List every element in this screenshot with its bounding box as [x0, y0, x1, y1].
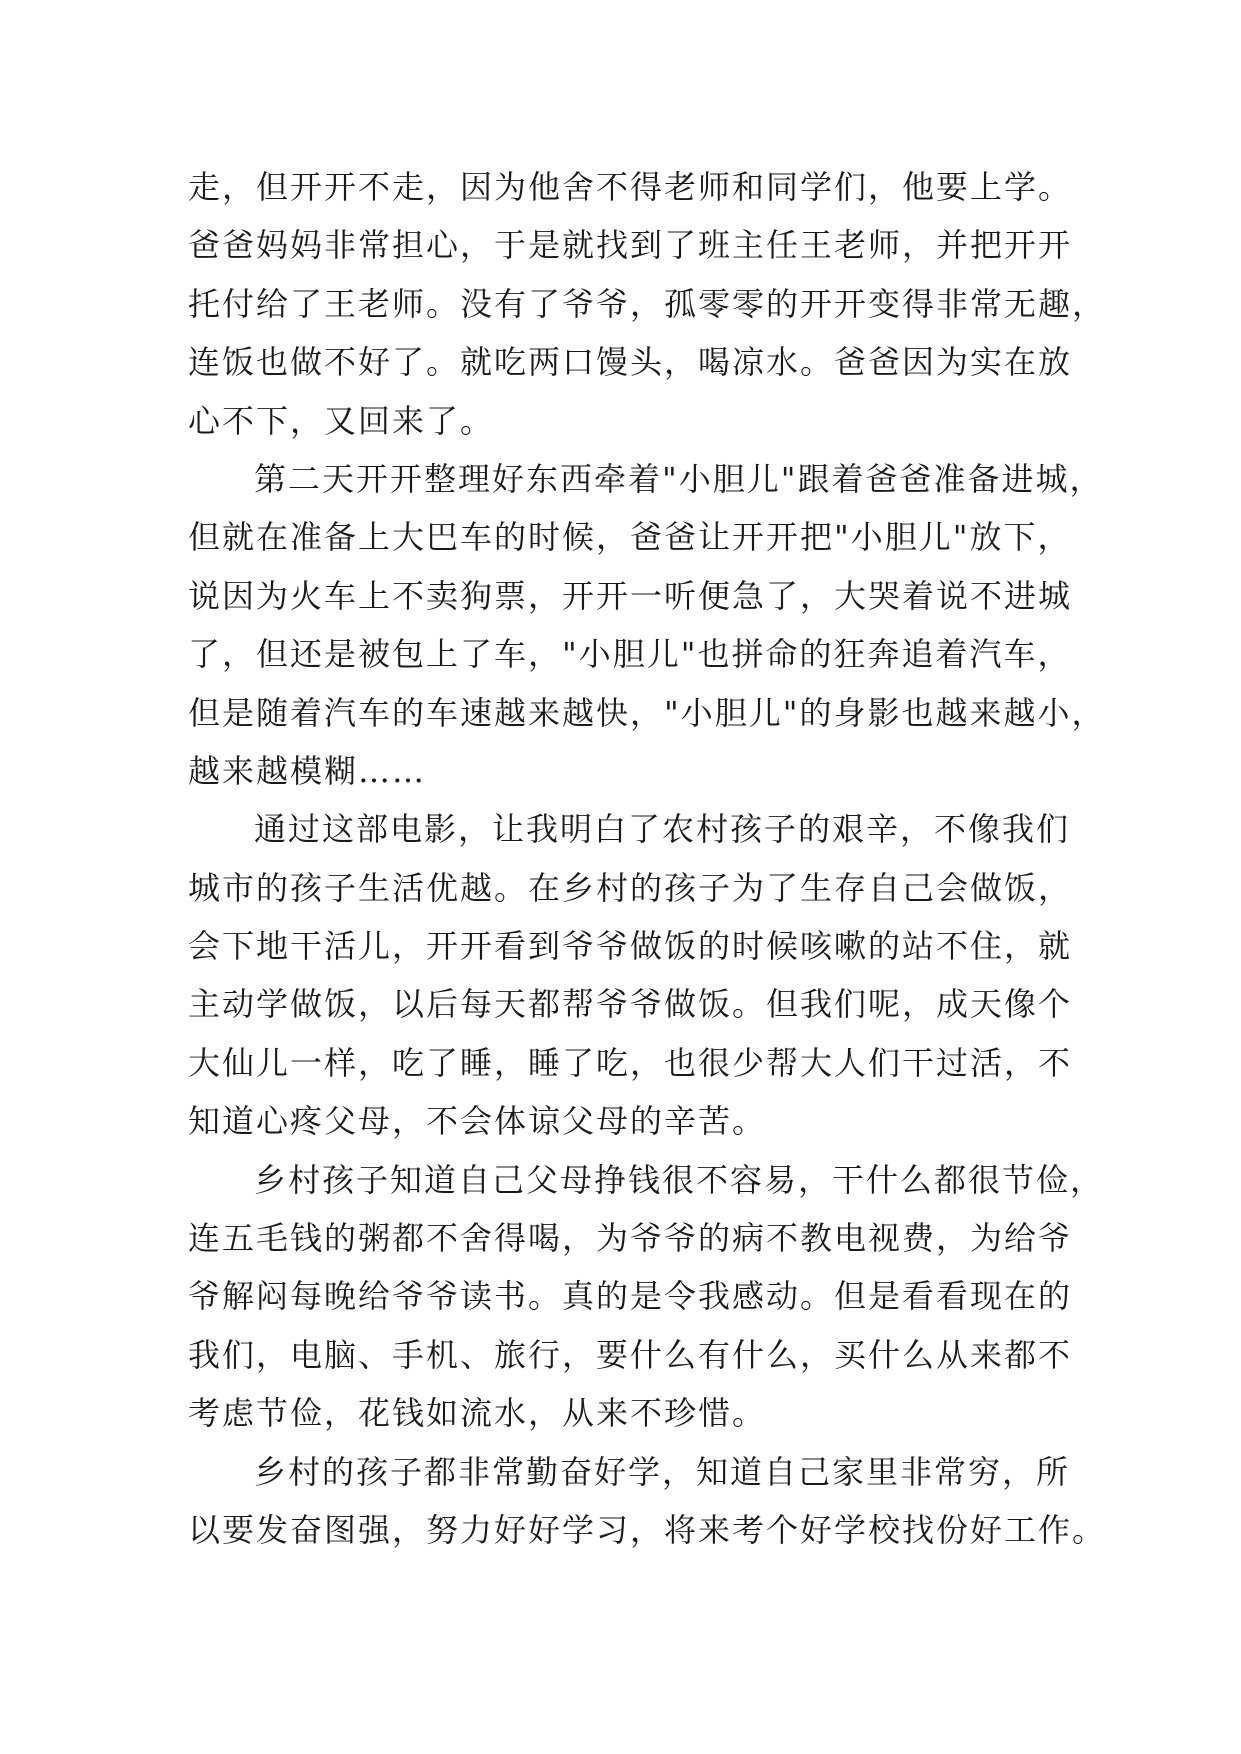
text-line: 大仙儿一样，吃了睡，睡了吃，也很少帮大人们干过活，不: [188, 1043, 1073, 1082]
text-line: 以要发奋图强，努力好好学习，将来考个好学校找份好工作。: [188, 1510, 1107, 1549]
text-line: 了，但还是被包上了车，"小胆儿"也拼命的狂奔追着汽车，: [188, 635, 1072, 674]
text-line: 考虑节俭，花钱如流水，从来不珍惜。: [188, 1394, 767, 1433]
paragraph: [188, 1443, 1107, 1560]
text-line: 爷解闷每晚给爷爷读书。真的是令我感动。但是看看现在的: [188, 1277, 1073, 1316]
text-line: 主动学做饭，以后每天都帮爷爷做饭。但我们呢，成天像个: [188, 985, 1073, 1024]
text-line: 但是随着汽车的车速越来越快，"小胆儿"的身影也越来越小，: [188, 693, 1106, 732]
text-line: 乡村的孩子都非常勤奋好学，知道自己家里非常穷，所: [254, 1452, 1071, 1491]
text-line: 说因为火车上不卖狗票，开开一听便急了，大哭着说不进城: [188, 576, 1073, 615]
text-line: 第二天开开整理好东西牵着"小胆儿"跟着爸爸准备进城，: [254, 459, 1104, 498]
text-line: 连饭也做不好了。就吃两口馒头，喝凉水。爸爸因为实在放: [188, 343, 1073, 382]
text-line: 连五毛钱的粥都不舍得喝，为爷爷的病不教电视费，为给爷: [188, 1219, 1073, 1258]
text-line: 我们，电脑、手机、旅行，要什么有什么，买什么从来都不: [188, 1335, 1073, 1374]
paragraph: [188, 158, 1107, 450]
text-line: 通过这部电影，让我明白了农村孩子的艰辛，不像我们: [254, 810, 1071, 849]
paragraph: [188, 1151, 1105, 1443]
text-line: 托付给了王老师。没有了爷爷，孤零零的开开变得非常无趣，: [188, 284, 1107, 323]
text-line: 乡村孩子知道自己父母挣钱很不容易，干什么都很节俭，: [254, 1160, 1105, 1199]
text-line: 越来越模糊……: [188, 751, 427, 790]
body-text: [188, 158, 1107, 1559]
text-line: 但就在准备上大巴车的时候，爸爸让开开把"小胆儿"放下，: [188, 518, 1072, 557]
paragraph: [188, 800, 1073, 1150]
text-line: 知道心疼父母，不会体谅父母的辛苦。: [188, 1102, 767, 1141]
text-line: 心不下，又回来了。: [188, 401, 495, 440]
text-line: 会下地干活儿，开开看到爷爷做饭的时候咳嗽的站不住，就: [188, 927, 1073, 966]
text-line: 走，但开开不走，因为他舍不得老师和同学们，他要上学。: [188, 168, 1073, 206]
text-line: 城市的孩子生活优越。在乡村的孩子为了生存自己会做饭，: [188, 868, 1073, 907]
paragraph: [188, 450, 1106, 800]
text-line: 爸爸妈妈非常担心，于是就找到了班主任王老师，并把开开: [188, 226, 1073, 265]
